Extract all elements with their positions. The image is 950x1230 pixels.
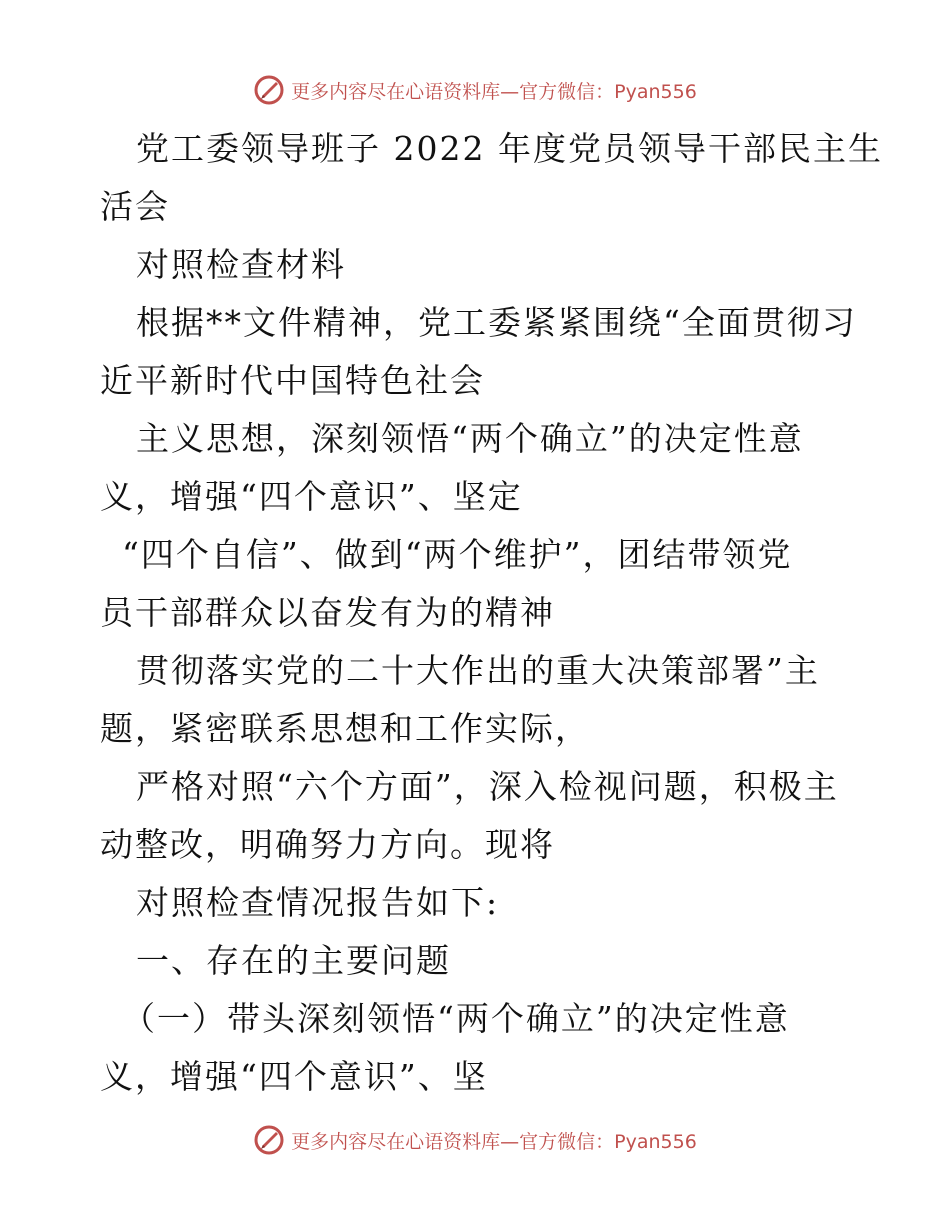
watermark-account: Pyan556 bbox=[614, 80, 697, 103]
paragraph-line: 对照检查情况报告如下: bbox=[136, 883, 500, 922]
quill-logo-icon bbox=[253, 1124, 285, 1156]
paragraph-line: 近平新时代中国特色社会 bbox=[100, 361, 485, 400]
title-line-2: 活会 bbox=[100, 187, 170, 226]
paragraph-line: 员干部群众以奋发有为的精神 bbox=[100, 593, 555, 632]
paragraph-line: 动整改，明确努力方向。现将 bbox=[100, 825, 555, 864]
document-body bbox=[100, 120, 883, 1106]
watermark-text: 更多内容尽在心语资料库—官方微信：Pyan556 bbox=[291, 1130, 697, 1153]
paragraph-line: “四个自信”、做到“两个维护”，团结带领党 bbox=[122, 535, 793, 574]
paragraph-line: 严格对照“六个方面”，深入检视问题，积极主 bbox=[136, 767, 839, 806]
paragraph-line: 题，紧密联系思想和工作实际， bbox=[100, 709, 590, 748]
subtitle: 对照检查材料 bbox=[136, 245, 346, 284]
paragraph-line: 贯彻落实党的二十大作出的重大决策部署”主 bbox=[136, 651, 820, 690]
footer-watermark bbox=[0, 1120, 950, 1160]
watermark-account: Pyan556 bbox=[614, 1130, 697, 1153]
paragraph-line: 义，增强“四个意识”、坚 bbox=[100, 1057, 488, 1096]
watermark-text: 更多内容尽在心语资料库—官方微信：Pyan556 bbox=[291, 80, 697, 103]
title-line-1: 党工委领导班子 2022 年度党员领导干部民主生 bbox=[136, 129, 883, 168]
header-watermark bbox=[0, 70, 950, 110]
paragraph-line: 义，增强“四个意识”、坚定 bbox=[100, 477, 523, 516]
subsection-heading: （一）带头深刻领悟“两个确立”的决定性意 bbox=[122, 999, 790, 1038]
paragraph-line: 根据**文件精神，党工委紧紧围绕“全面贯彻习 bbox=[136, 303, 857, 342]
paragraph-line: 主义思想，深刻领悟“两个确立”的决定性意 bbox=[136, 419, 804, 458]
quill-logo-icon bbox=[253, 74, 285, 106]
section-heading: 一、存在的主要问题 bbox=[136, 941, 451, 980]
